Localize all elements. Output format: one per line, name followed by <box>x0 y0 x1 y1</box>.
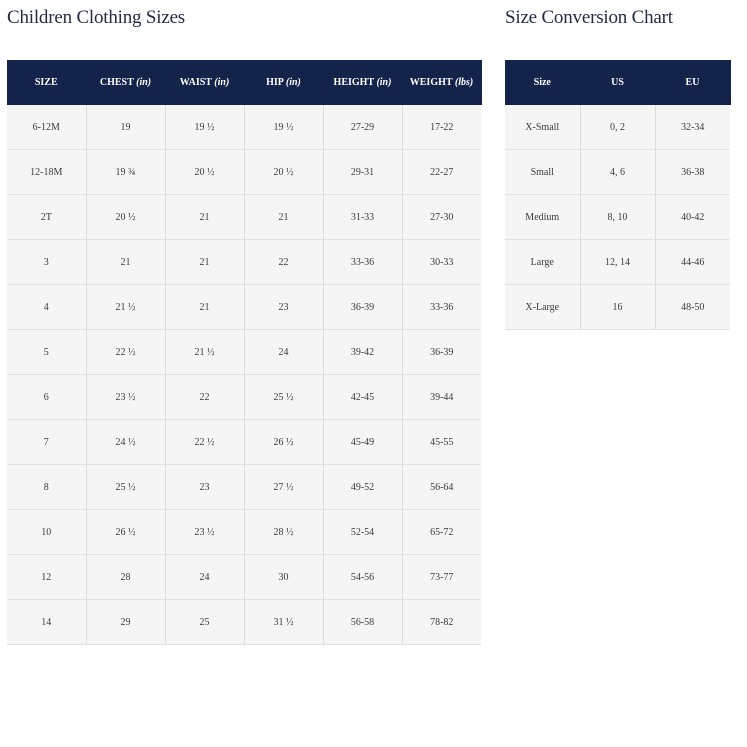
table-cell: 20 ½ <box>244 150 323 195</box>
table-cell: 27-29 <box>323 105 402 150</box>
table-row <box>505 150 730 195</box>
table-cell: 24 ½ <box>86 420 165 465</box>
table-cell: 25 ½ <box>244 375 323 420</box>
table-cell: 12, 14 <box>580 240 655 285</box>
column-header <box>244 60 323 105</box>
table-row <box>505 195 730 240</box>
table-cell: 20 ½ <box>165 150 244 195</box>
table-cell: 14 <box>7 600 86 645</box>
table-cell: 29 <box>86 600 165 645</box>
table-row <box>7 150 481 195</box>
table-cell: 8, 10 <box>580 195 655 240</box>
table-row <box>7 600 481 645</box>
table-cell: 21 <box>165 285 244 330</box>
table-cell: 36-38 <box>655 150 730 195</box>
table-cell: 3 <box>7 240 86 285</box>
table-cell: 21 <box>165 195 244 240</box>
column-header-label: EU <box>685 77 700 88</box>
table-cell: 4 <box>7 285 86 330</box>
table-cell: 45-55 <box>402 420 481 465</box>
table-cell: 42-45 <box>323 375 402 420</box>
table-cell: 27 ½ <box>244 465 323 510</box>
table-row <box>505 285 730 330</box>
children-sizes-title: Children Clothing Sizes <box>7 7 186 28</box>
table-row <box>7 555 481 600</box>
table-row <box>7 510 481 555</box>
table-cell: 23 ½ <box>165 510 244 555</box>
table-cell: 12 <box>7 555 86 600</box>
table-cell: 23 <box>165 465 244 510</box>
table-cell: 24 <box>165 555 244 600</box>
table-cell: 31-33 <box>323 195 402 240</box>
table-cell: 26 ½ <box>244 420 323 465</box>
table-cell: 23 <box>244 285 323 330</box>
column-header <box>7 60 86 105</box>
table-row <box>7 420 481 465</box>
table-cell: 36-39 <box>402 330 481 375</box>
header-row <box>505 60 730 105</box>
table-cell: 24 <box>244 330 323 375</box>
table-cell: 22-27 <box>402 150 481 195</box>
table-cell: 78-82 <box>402 600 481 645</box>
table-cell: 48-50 <box>655 285 730 330</box>
table-cell: 17-22 <box>402 105 481 150</box>
column-header <box>505 60 580 105</box>
table-cell: 10 <box>7 510 86 555</box>
table-cell: 21 ½ <box>86 285 165 330</box>
table-cell: 39-44 <box>402 375 481 420</box>
table-cell: 4, 6 <box>580 150 655 195</box>
column-header-label: WAIST <box>179 77 215 88</box>
table-cell: 23 ½ <box>86 375 165 420</box>
table-cell: 19 ½ <box>244 105 323 150</box>
column-header-label: SIZE <box>34 77 58 88</box>
table-row <box>505 240 730 285</box>
column-header-label: CHEST <box>99 77 137 88</box>
table-cell: 36-39 <box>323 285 402 330</box>
table-cell: 73-77 <box>402 555 481 600</box>
table-cell: 22 <box>165 375 244 420</box>
table-cell: 30 <box>244 555 323 600</box>
column-header-unit: (in) <box>376 77 392 88</box>
table-cell: 21 <box>165 240 244 285</box>
column-header <box>323 60 402 105</box>
table-row <box>7 330 481 375</box>
table-cell: 54-56 <box>323 555 402 600</box>
table-cell: 5 <box>7 330 86 375</box>
table-cell: Small <box>505 150 580 195</box>
column-header-unit: (in) <box>285 77 301 88</box>
table-cell: 29-31 <box>323 150 402 195</box>
table-cell: 6-12M <box>7 105 86 150</box>
table-row <box>7 285 481 330</box>
table-cell: 19 ¾ <box>86 150 165 195</box>
table-cell: 33-36 <box>402 285 481 330</box>
table-cell: 16 <box>580 285 655 330</box>
table-cell: 52-54 <box>323 510 402 555</box>
header-row <box>7 60 481 105</box>
table-cell: 7 <box>7 420 86 465</box>
table-cell: Medium <box>505 195 580 240</box>
column-header <box>86 60 165 105</box>
column-header <box>402 60 481 105</box>
table-cell: 32-34 <box>655 105 730 150</box>
table-cell: 39-42 <box>323 330 402 375</box>
table-cell: X-Large <box>505 285 580 330</box>
column-header-label: Size <box>533 77 551 88</box>
table-cell: X-Small <box>505 105 580 150</box>
table-cell: 31 ½ <box>244 600 323 645</box>
table-row <box>7 375 481 420</box>
table-cell: 20 ½ <box>86 195 165 240</box>
table-cell: 65-72 <box>402 510 481 555</box>
table-cell: 25 <box>165 600 244 645</box>
column-header <box>655 60 730 105</box>
table-cell: 19 <box>86 105 165 150</box>
table-row <box>7 465 481 510</box>
table-cell: 21 <box>86 240 165 285</box>
table-cell: 6 <box>7 375 86 420</box>
table-cell: 22 ½ <box>86 330 165 375</box>
children-sizes-table <box>7 60 482 645</box>
column-header-unit: (in) <box>136 77 152 88</box>
table-cell: 30-33 <box>402 240 481 285</box>
table-cell: 26 ½ <box>86 510 165 555</box>
table-cell: 40-42 <box>655 195 730 240</box>
column-header-label: HIP <box>266 77 286 88</box>
table-cell: 56-64 <box>402 465 481 510</box>
table-row <box>7 195 481 240</box>
table-cell: 0, 2 <box>580 105 655 150</box>
column-header-label: WEIGHT <box>409 77 455 88</box>
table-cell: 27-30 <box>402 195 481 240</box>
table-row <box>7 240 481 285</box>
table-cell: 28 ½ <box>244 510 323 555</box>
table-cell: 28 <box>86 555 165 600</box>
table-cell: 21 ½ <box>165 330 244 375</box>
size-conversion-table <box>505 60 731 330</box>
table-cell: 45-49 <box>323 420 402 465</box>
column-header <box>165 60 244 105</box>
column-header <box>580 60 655 105</box>
table-row <box>505 105 730 150</box>
column-header-label: HEIGHT <box>333 77 377 88</box>
table-cell: 21 <box>244 195 323 240</box>
table-cell: 12-18M <box>7 150 86 195</box>
table-cell: 25 ½ <box>86 465 165 510</box>
size-conversion-title: Size Conversion Chart <box>505 7 673 28</box>
column-header-label: US <box>611 77 624 88</box>
table-cell: 19 ½ <box>165 105 244 150</box>
table-cell: 22 ½ <box>165 420 244 465</box>
table-cell: 49-52 <box>323 465 402 510</box>
table-cell: Large <box>505 240 580 285</box>
column-header-unit: (in) <box>214 77 230 88</box>
table-cell: 33-36 <box>323 240 402 285</box>
table-cell: 2T <box>7 195 86 240</box>
table-cell: 56-58 <box>323 600 402 645</box>
table-cell: 44-46 <box>655 240 730 285</box>
column-header-unit: (lbs) <box>454 77 474 88</box>
table-cell: 22 <box>244 240 323 285</box>
table-cell: 8 <box>7 465 86 510</box>
table-row <box>7 105 481 150</box>
